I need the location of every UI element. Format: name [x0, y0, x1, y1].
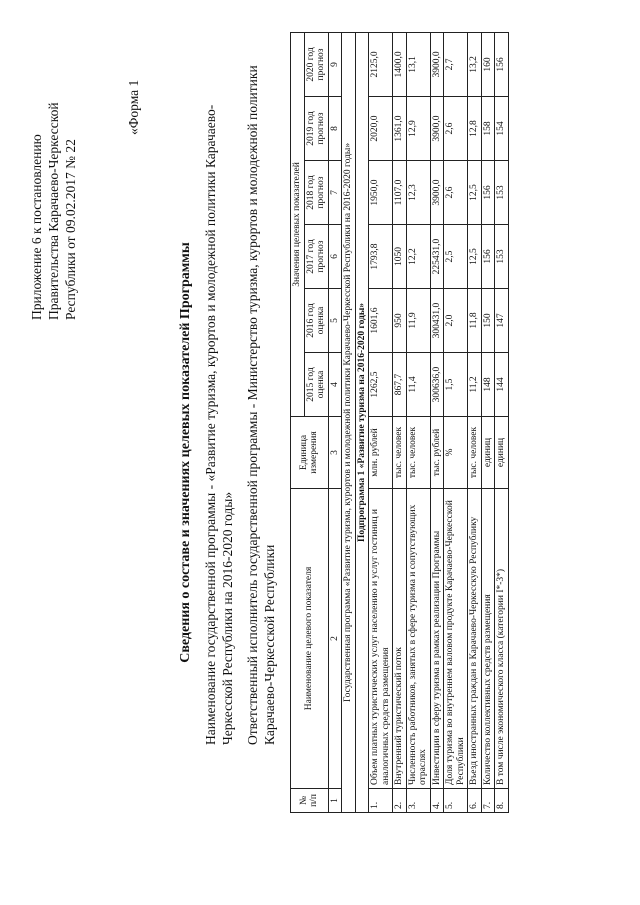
indicator-value: 147 — [495, 289, 509, 353]
indicator-value: 12,9 — [406, 97, 430, 161]
header-unit: Единица измерения — [291, 417, 329, 489]
indicator-value: 160 — [481, 32, 495, 96]
indicator-value: 12,5 — [468, 161, 482, 225]
form-label: «Форма 1 — [126, 79, 141, 135]
col-number: 6 — [328, 225, 342, 289]
col-number: 7 — [328, 161, 342, 225]
indicator-value: 1262,5 — [369, 353, 393, 417]
header-year-2017 — [304, 225, 328, 289]
year-label: 2018 год — [305, 175, 316, 210]
approval-note — [28, 20, 79, 320]
indicator-value: 13,2 — [468, 32, 482, 96]
document-title: Сведения о составе и значениях целевых показателей Программы — [178, 242, 193, 663]
row-number: 3. — [406, 789, 430, 813]
approval-line-1: Приложение 6 к постановлению — [29, 134, 44, 320]
indicator-value: 153 — [495, 225, 509, 289]
col-number: 2 — [328, 489, 342, 789]
row-number: 8. — [495, 789, 509, 813]
col-number: 1 — [328, 789, 342, 813]
indicator-value: 12,3 — [406, 161, 430, 225]
indicator-value: 156 — [481, 161, 495, 225]
indicator-value: 867,7 — [393, 353, 407, 417]
col-number: 5 — [328, 289, 342, 353]
indicator-value: 1400,0 — [393, 32, 407, 96]
table-row — [481, 32, 495, 812]
indicator-name: В том числе экономического класса (категории I*-3*) — [495, 489, 509, 789]
table-row — [444, 32, 468, 812]
program-row — [342, 32, 356, 812]
header-num: № п/п — [291, 789, 329, 813]
indicator-value: 11,4 — [406, 353, 430, 417]
col-number: 9 — [328, 32, 342, 96]
indicator-unit: млн. рублей — [369, 417, 393, 489]
year-type: прогноз — [316, 176, 326, 209]
table-row — [430, 32, 444, 812]
indicator-value: 156 — [481, 225, 495, 289]
row-number: 4. — [430, 789, 444, 813]
subprogram-row — [355, 32, 369, 812]
year-type: прогноз — [316, 48, 326, 81]
year-type: оценка — [316, 306, 326, 335]
header-year-2015 — [304, 353, 328, 417]
indicator-name: Объем платных туристических услуг населению и услуг гостиниц и аналогичных средств размещения — [369, 489, 393, 789]
indicator-name: Инвестиции в сферу туризма в рамках реализации Программы — [430, 489, 444, 789]
row-number: 2. — [393, 789, 407, 813]
indicators-table — [290, 32, 509, 813]
indicator-value: 1361,0 — [393, 97, 407, 161]
indicator-unit: тыс. человек — [406, 417, 430, 489]
year-label: 2019 год — [305, 111, 316, 146]
indicator-value: 154 — [495, 97, 509, 161]
indicator-value: 11,2 — [468, 353, 482, 417]
table-row — [393, 32, 407, 812]
indicator-value: 1,5 — [444, 353, 468, 417]
indicator-value: 2,6 — [444, 97, 468, 161]
indicator-value: 1050 — [393, 225, 407, 289]
table-row — [369, 32, 393, 812]
indicator-value: 153 — [495, 161, 509, 225]
indicator-value: 1107,0 — [393, 161, 407, 225]
year-type: прогноз — [316, 240, 326, 273]
header-year-2020 — [304, 32, 328, 96]
indicator-value: 2,5 — [444, 225, 468, 289]
row-number: 6. — [468, 789, 482, 813]
program-row-text: Государственная программа «Развитие туризма, курортов и молодежной политики Карачаево-Черкесской Республики на 2016-2020 годы» — [342, 32, 356, 812]
indicator-value: 2,7 — [444, 32, 468, 96]
indicator-value: 3900,0 — [430, 161, 444, 225]
indicator-value: 156 — [495, 32, 509, 96]
year-label: 2017 год — [305, 239, 316, 274]
indicator-value: 950 — [393, 289, 407, 353]
row-number: 5. — [444, 789, 468, 813]
indicator-value: 11,9 — [406, 289, 430, 353]
col-number: 8 — [328, 97, 342, 161]
indicator-unit: единиц — [495, 417, 509, 489]
header-year-2019 — [304, 97, 328, 161]
indicator-name: Количество коллективных средств размещения — [481, 489, 495, 789]
indicator-value: 1793,8 — [369, 225, 393, 289]
indicator-value: 148 — [481, 353, 495, 417]
header-year-2018 — [304, 161, 328, 225]
indicator-name: Численность работников, занятых в сфере туризма и сопутствующих отраслях — [406, 489, 430, 789]
indicator-value: 300431,0 — [430, 289, 444, 353]
indicator-name: Доля туризма во внутреннем валовом продукте Карачаево-Черкесской Республики — [444, 489, 468, 789]
indicator-value: 12,5 — [468, 225, 482, 289]
row-number: 7. — [481, 789, 495, 813]
approval-line-3: Республики от 09.02.2017 № 22 — [63, 139, 78, 320]
indicator-value: 11,8 — [468, 289, 482, 353]
column-number-row — [328, 32, 342, 812]
header-indicator: Наименование целевого показателя — [291, 489, 329, 789]
indicator-value: 12,8 — [468, 97, 482, 161]
col-number: 4 — [328, 353, 342, 417]
indicator-value: 2020,0 — [369, 97, 393, 161]
year-type: оценка — [316, 370, 326, 399]
indicator-unit: тыс. человек — [393, 417, 407, 489]
indicator-value: 1950,0 — [369, 161, 393, 225]
indicator-value: 3900,0 — [430, 97, 444, 161]
year-label: 2015 год — [305, 367, 316, 402]
indicator-value: 144 — [495, 353, 509, 417]
row-number: 1. — [369, 789, 393, 813]
subprogram-row-text: Подпрограмма 1 «Развитие туризма на 2016-2020 годы» — [355, 32, 369, 812]
responsible-executor: Ответственный исполнитель государственной программы - Министерство туризма, курортов и молодежной политики Карачаево-Черкесской Республики — [245, 65, 277, 745]
approval-line-2: Правительства Карачаево-Черкесской — [46, 102, 61, 320]
col-number: 3 — [328, 417, 342, 489]
year-type: прогноз — [316, 112, 326, 145]
indicator-value: 150 — [481, 289, 495, 353]
table-row — [495, 32, 509, 812]
indicator-unit: единиц — [481, 417, 495, 489]
year-label: 2016 год — [305, 303, 316, 338]
indicator-unit: % — [444, 417, 468, 489]
indicator-value: 2,6 — [444, 161, 468, 225]
indicator-value: 13,1 — [406, 32, 430, 96]
indicator-value: 158 — [481, 97, 495, 161]
table-row — [468, 32, 482, 812]
header-values-group: Значения целевых показателей — [291, 32, 305, 416]
indicator-value: 225431,0 — [430, 225, 444, 289]
indicator-value: 2125,0 — [369, 32, 393, 96]
header-year-2016 — [304, 289, 328, 353]
indicator-value: 300636,0 — [430, 353, 444, 417]
indicator-value: 12,2 — [406, 225, 430, 289]
table-row — [406, 32, 430, 812]
indicator-value: 2,0 — [444, 289, 468, 353]
indicator-value: 3900,0 — [430, 32, 444, 96]
year-label: 2020 год — [305, 47, 316, 82]
indicator-unit: тыс. человек — [468, 417, 482, 489]
indicator-name: Въезд иностранных граждан в Карачаево-Черкесскую Республику — [468, 489, 482, 789]
program-name: Наименование государственной программы - «Развитие туризма, курортов и молодежной политики Карачаево-Черкесской Республики на 2016-2020 годы» — [203, 104, 235, 745]
indicator-unit: тыс. рублей — [430, 417, 444, 489]
indicator-value: 1601,6 — [369, 289, 393, 353]
indicator-name: Внутренний туристический поток — [393, 489, 407, 789]
